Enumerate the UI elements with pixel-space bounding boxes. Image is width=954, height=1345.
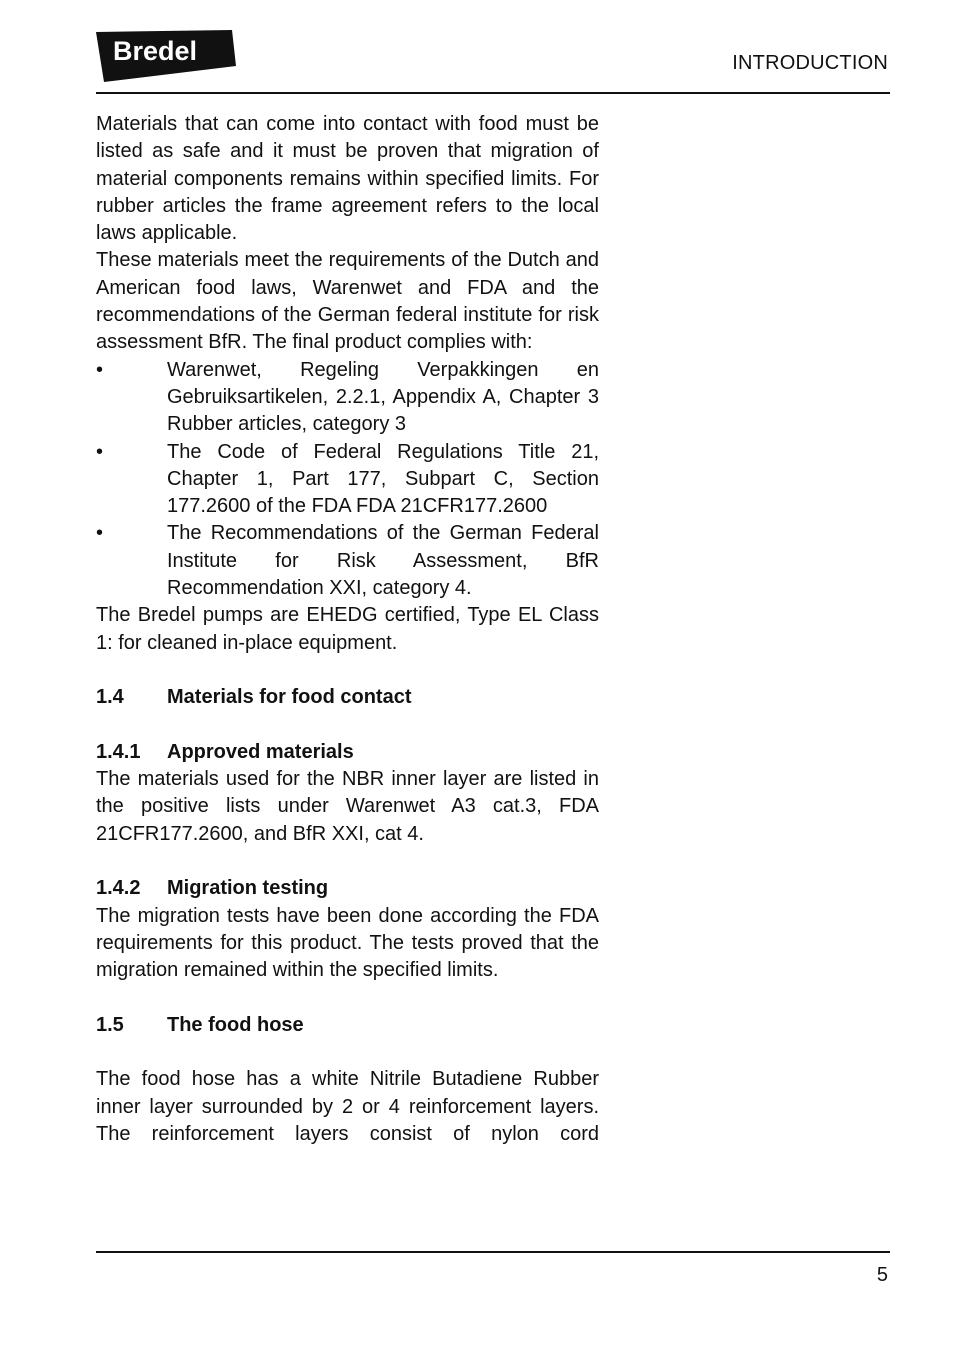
heading-1-4	[96, 684, 599, 711]
logo-text: Bredel	[113, 36, 198, 66]
heading-1-5	[96, 1012, 599, 1039]
bullet-icon: •	[96, 440, 104, 463]
list-item-text: The Recommendations of the German Federal Institute for Risk Assessment, BfR Recommendation XXI, category 4.	[167, 522, 599, 600]
page-content	[96, 111, 599, 1148]
list-item	[96, 357, 599, 439]
paragraph-ehedg: The Bredel pumps are EHEDG certified, Type EL Class 1: for cleaned in-place equipment.	[96, 604, 599, 654]
paragraph-food-hose: The food hose has a white Nitrile Butadiene Rubber inner layer surrounded by 2 or 4 reinforcement layers. The reinforcement layers consist of nylon cord	[96, 1068, 599, 1145]
bullet-icon: •	[96, 358, 104, 381]
list-item	[96, 520, 599, 602]
heading-title: Materials for food contact	[167, 686, 412, 709]
heading-title: The food hose	[167, 1013, 304, 1036]
heading-number: 1.4.2	[96, 877, 141, 900]
list-item	[96, 439, 599, 521]
bredel-logo	[96, 30, 236, 82]
paragraph-food-laws: These materials meet the requirements of the Dutch and American food laws, Warenwet and FDA and the recommendations of the German federal institute for risk assessment BfR. The final product complies with:	[96, 249, 599, 354]
heading-number: 1.4	[96, 686, 124, 709]
heading-title: Migration testing	[167, 877, 329, 900]
paragraph-food-contact-materials: Materials that can come into contact with food must be listed as safe and it must be proven that migration of material components remains within specified limits. For rubber articles the frame agreement refers to the local laws applicable.	[96, 113, 599, 245]
page-number: 5	[876, 1264, 888, 1286]
compliance-list	[96, 357, 599, 603]
paragraph-migration-testing: The migration tests have been done according the FDA requirements for this product. The tests proved that the migration remained within the specified limits.	[96, 904, 599, 982]
heading-number: 1.4.1	[96, 740, 141, 763]
heading-title: Approved materials	[167, 740, 354, 763]
header-divider	[96, 92, 890, 94]
paragraph-approved-materials: The materials used for the NBR inner layer are listed in the positive lists under Warenwet A3 cat.3, FDA 21CFR177.2600, and BfR XXI, cat 4.	[96, 768, 599, 845]
list-item-text: Warenwet, Regeling Verpakkingen en Gebruiksartikelen, 2.2.1, Appendix A, Chapter 3 Rubber articles, category 3	[167, 358, 599, 436]
footer-divider	[96, 1251, 890, 1253]
section-title: INTRODUCTION	[732, 52, 888, 74]
heading-1-4-2	[96, 875, 599, 902]
bullet-icon: •	[96, 522, 104, 545]
heading-number: 1.5	[96, 1013, 124, 1036]
heading-1-4-1	[96, 739, 599, 766]
list-item-text: The Code of Federal Regulations Title 21, Chapter 1, Part 177, Subpart C, Section 177.2600 of the FDA FDA 21CFR177.2600	[167, 440, 599, 518]
